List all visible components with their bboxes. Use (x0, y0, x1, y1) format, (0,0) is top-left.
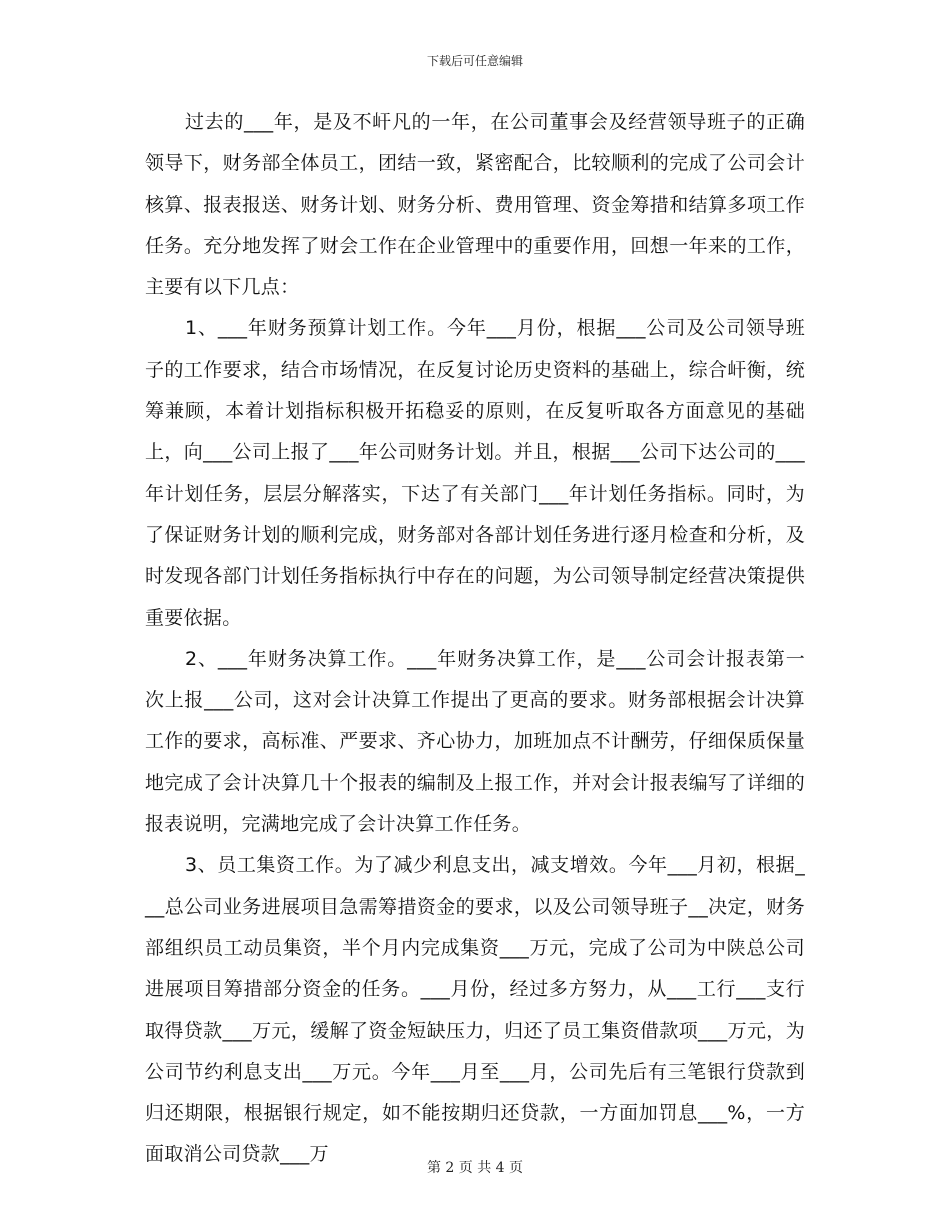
paragraph-employee-fundraising: 3、员工集资工作。为了减少利息支出，减支增效。今年___月初，根据___总公司业务进展项目急需筹措资金的要求，以及公司领导班子__决定，财务部组织员工动员集资，半个月内完成集资___万元，完成了公司为中陕总公司进展项目筹措部分资金的任务。___月份，经过多方努力，从___工行___支行取得贷款___万元，缓解了资金短缺压力，归还了员工集资借款项___万元，为公司节约利息支出___万元。今年___月至___月，公司先后有三笔银行贷款到归还期限，根据银行规定，如不能按期归还贷款，一方面加罚息___%，一方面取消公司贷款___万 (145, 854, 805, 1166)
page-header: 下载后可任意编辑 (426, 54, 523, 68)
paragraph-intro: 过去的___年，是及不屽凡的一年，在公司董事会及经营领导班子的正确领导下，财务部全体员工，团结一致，紧密配合，比较顺利的完成了公司会计核算、报表报送、财务计划、财务分析、费用管理、资金筹措和结算多项工作任务。充分地发挥了财会工作在企业管理中的重要作用，回想一年来的工作，主要有以下几点： (145, 111, 805, 299)
document-body (145, 102, 805, 1176)
paragraph-budget-plan: 1、___年财务预算计划工作。今年___月份，根据___公司及公司领导班子的工作要求，结合市场情况，在反复讨论历史资料的基础上，综合屽衡，统筹兼顾，本着计划指标积极开拓稳妥的原则，在反复听取各方面意见的基础上，向___公司上报了___年公司财务计划。并且，根据___公司下达公司的___年计划任务，层层分解落实，下达了有关部门___年计划任务指标。同时，为了保证财务计划的顺利完成，财务部对各部计划任务进行逐月检查和分析，及时发现各部门计划任务指标执行中存在的问题，为公司领导制定经营决策提供重要依据。 (145, 317, 805, 629)
page-footer: 第 2 页 共 4 页 (426, 1160, 524, 1176)
paragraph-final-accounts: 2、___年财务决算工作。___年财务决算工作，是___公司会计报表第一次上报___公司，这对会计决算工作提出了更高的要求。财务部根据会计决算工作的要求，高标准、严要求、齐心协力，加班加点不计酬劳，仔细保质保量地完成了会计决算几十个报表的编制及上报工作，并对会计报表编写了详细的报表说明，完满地完成了会计决算工作任务。 (145, 647, 805, 836)
